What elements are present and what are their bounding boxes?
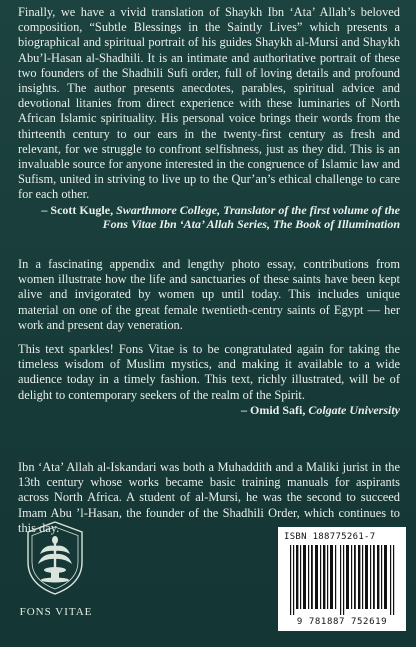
review-quote-kugle [18,5,400,232]
publisher-name: FONS VITAE [19,606,93,618]
isbn-label: ISBN 188775261-7 [284,532,376,542]
reviewer-name: – Scott Kugle, [41,202,114,217]
review-quote-safi [18,342,400,417]
barcode-bars [288,545,396,615]
review-attribution [18,403,400,418]
fountain-emblem-icon [20,518,90,598]
review-text: This text sparkles! Fons Vitae is to be congratulated again for taking the timeless wisdom of Muslim mystics, and making it available to a wide audience today in a timely fashion. This text, richly illustrated, will be of delight to contemporary seekers of the realm of the Spirit. [18,342,400,402]
review-attribution [18,203,400,232]
review-text: Finally, we have a vivid translation of Shaykh Ibn ‘Ata’ Allah’s beloved composition, “Subtle Blessings in the Saintly Lives” which presents a biographical and spiritual portrait of his guides Shaykh al-Mursi and Shaykh Abu’l-Hasan al-Shadhili. It is an intimate and authoritative portrait of these two founders of the Shadhili Sufi order, full of loving details and profound insights. The author presents anecdotes, parables, spiritual advice and devotional litanies from direct experience with these luminaries of North African Islamic spirituality. His personal voice brings their words from the thirteenth century to our ears in the twenty-first century as fresh and relevant, for we struggle to confront selfishness, just as they did. This is an invaluable source for anyone interested in the congruence of Islamic law and Sufism, united in striving to live up to the Qur’an’s ethical challenge to care for each other. [18,5,400,202]
barcode-number: 9 781887 752619 [296,617,388,627]
description-paragraph: In a fascinating appendix and lengthy photo essay, contributions from women illustrate how the life and sanctuaries of these saints have been kept alive and invigorated by women up until today. This includes unique material on one of the great female twentieth-centry saints of Egypt — her work and present day veneration. [18,257,400,332]
reviewer-affiliation: Swarthmore College, Translator of the first volume of the Fons Vitae Ibn ‘Ata’ Allah Series, The Book of Illumination [102,202,400,232]
reviewer-name: – Omid Safi, [240,402,306,417]
author-bio-paragraph: Ibn ‘Ata’ Allah al-Iskandari was both a Muhaddith and a Maliki jurist in the 13th century whose works became basic training manuals for aspirants across North Africa. A student of al-Mursi, he was the second to succeed Imam Abu ’l-Hasan, the founder of the Shadhili Order, which continues to this day. [18,460,400,535]
reviewer-affiliation: Colgate University [308,402,400,417]
barcode [278,527,406,631]
